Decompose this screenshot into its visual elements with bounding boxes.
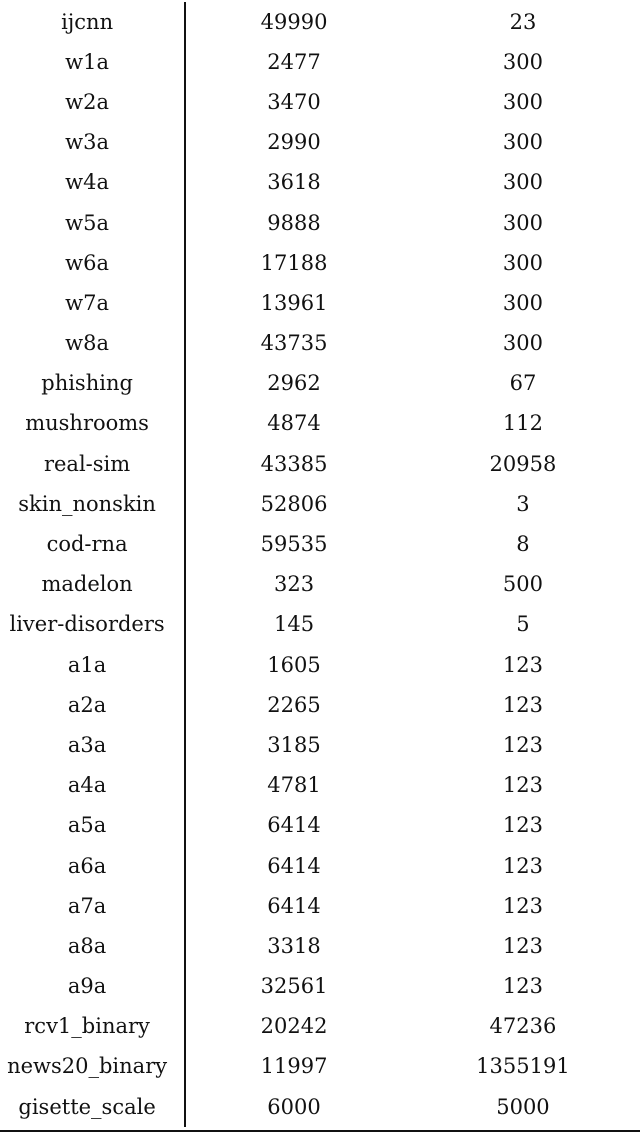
dataset-name: a5a [67,813,107,838]
dataset-name: a4a [67,773,107,798]
dataset-name: a3a [67,732,107,757]
instance-count: 52806 [260,491,328,516]
table-row [0,283,640,323]
table-body [0,2,640,1127]
instance-count: 43735 [260,331,328,356]
dataset-name: mushrooms [25,411,149,436]
dataset-name: skin_nonskin [18,491,156,516]
dataset-name: a6a [67,853,107,878]
instance-count: 323 [273,572,315,597]
instance-count: 11997 [260,1054,328,1079]
instance-count: 20242 [260,1014,328,1039]
feature-count: 300 [502,250,543,275]
dataset-name: madelon [41,572,133,597]
dataset-name: w1a [65,49,110,74]
feature-count: 23 [509,9,537,34]
dataset-name: w3a [65,130,110,155]
instance-count: 9888 [267,210,321,235]
instance-count: 3318 [267,933,321,958]
table-row [0,1087,640,1127]
instance-count: 59535 [260,532,328,557]
feature-count: 123 [502,732,543,757]
dataset-name: w7a [65,290,110,315]
feature-count: 123 [502,853,543,878]
feature-count: 112 [502,411,543,436]
dataset-name: news20_binary [7,1054,168,1079]
feature-count: 8 [516,532,530,557]
feature-count: 123 [502,974,543,999]
feature-count: 500 [502,572,543,597]
feature-count: 300 [502,170,543,195]
table-row [0,324,640,364]
table-row [0,886,640,926]
table-row [0,82,640,122]
table-row [0,645,640,685]
feature-count: 3 [516,491,530,516]
dataset-name: a1a [67,652,107,677]
dataset-name: cod-rna [46,532,128,557]
table-row [0,123,640,163]
feature-count: 5 [516,612,530,637]
dataset-name: w5a [65,210,110,235]
dataset-name: a9a [67,974,107,999]
table-row [0,2,640,42]
instance-count: 2265 [267,692,321,717]
dataset-name: w2a [65,89,110,114]
instance-count: 2477 [267,49,321,74]
feature-count: 300 [502,290,543,315]
instance-count: 3470 [267,89,321,114]
feature-count: 123 [502,692,543,717]
table-row [0,524,640,564]
feature-count: 67 [509,371,537,396]
dataset-name: ijcnn [61,9,114,34]
feature-count: 20958 [489,451,557,476]
table-row [0,404,640,444]
table-row [0,163,640,203]
instance-count: 6414 [267,853,321,878]
instance-count: 43385 [260,451,328,476]
feature-count: 5000 [496,1094,550,1119]
instance-count: 2990 [267,130,321,155]
table-row [0,364,640,404]
instance-count: 3618 [267,170,321,195]
feature-count: 123 [502,893,543,918]
dataset-name: phishing [41,371,133,396]
table-row [0,1007,640,1047]
feature-count: 1355191 [476,1054,570,1079]
table-row [0,444,640,484]
dataset-name: w4a [65,170,110,195]
table-row [0,766,640,806]
table-row [0,1047,640,1087]
table-row [0,846,640,886]
dataset-name: a7a [67,893,107,918]
instance-count: 6000 [267,1094,321,1119]
table-row [0,605,640,645]
table-bottom-rule [0,1130,640,1132]
dataset-name: a8a [67,933,107,958]
instance-count: 3185 [267,732,321,757]
feature-count: 123 [502,813,543,838]
dataset-table [0,2,640,1127]
table-row [0,725,640,765]
table-row [0,565,640,605]
table-row [0,243,640,283]
feature-count: 123 [502,933,543,958]
instance-count: 145 [273,612,315,637]
table-row [0,685,640,725]
dataset-name: gisette_scale [18,1094,156,1119]
instance-count: 4874 [267,411,321,436]
instance-count: 17188 [260,250,328,275]
table-row [0,926,640,966]
table-row [0,806,640,846]
feature-count: 300 [502,49,543,74]
dataset-name: a2a [67,692,107,717]
feature-count: 123 [502,773,543,798]
instance-count: 1605 [267,652,321,677]
table-row [0,967,640,1007]
table-row [0,203,640,243]
instance-count: 49990 [260,9,328,34]
table-row [0,42,640,82]
feature-count: 300 [502,130,543,155]
instance-count: 4781 [267,773,321,798]
dataset-name: liver-disorders [9,612,165,637]
table-row [0,484,640,524]
feature-count: 123 [502,652,543,677]
instance-count: 2962 [267,371,321,396]
feature-count: 47236 [489,1014,557,1039]
instance-count: 6414 [267,813,321,838]
dataset-name: w8a [65,331,110,356]
dataset-name: rcv1_binary [24,1014,150,1039]
instance-count: 6414 [267,893,321,918]
feature-count: 300 [502,89,543,114]
instance-count: 13961 [260,290,328,315]
dataset-name: w6a [65,250,110,275]
feature-count: 300 [502,331,543,356]
feature-count: 300 [502,210,543,235]
instance-count: 32561 [260,974,328,999]
dataset-name: real-sim [43,451,131,476]
